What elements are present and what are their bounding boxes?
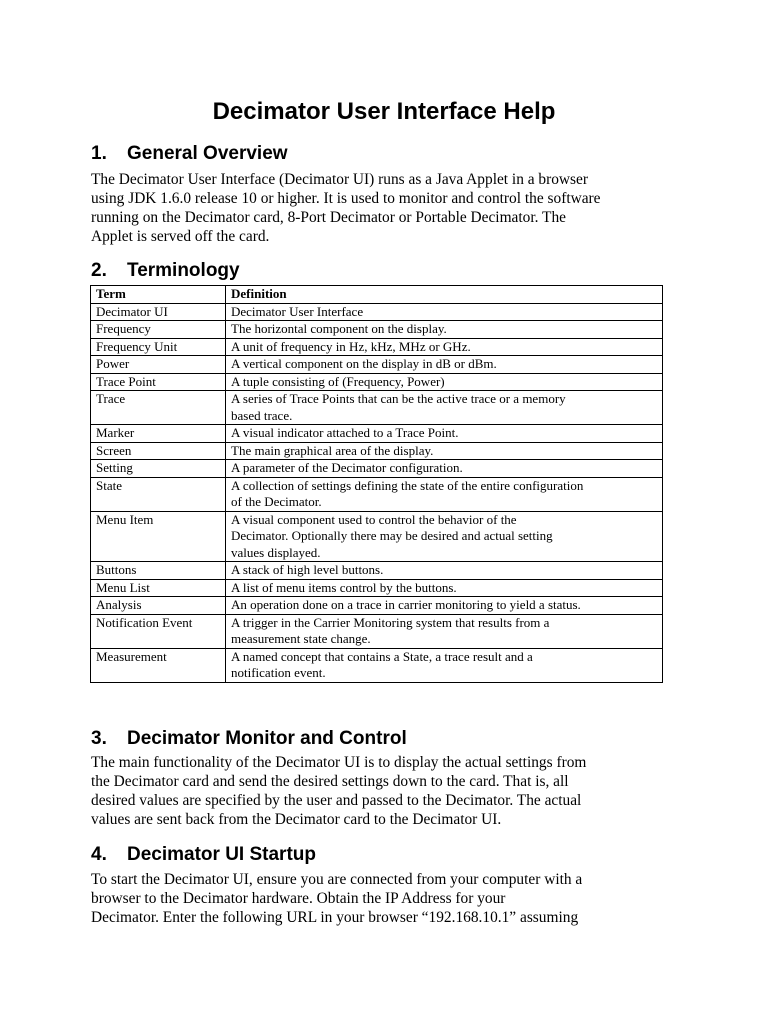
- paragraph-monitor-and-control: [91, 753, 681, 829]
- section-title: Decimator Monitor and Control: [127, 728, 407, 749]
- term-cell: Menu List: [91, 579, 226, 597]
- definition-line: A trigger in the Carrier Monitoring system that results from a: [231, 614, 550, 630]
- paragraph-general-overview: [91, 170, 681, 246]
- table-row: [91, 614, 663, 648]
- term-cell: Screen: [91, 442, 226, 460]
- paragraph-line: the Decimator card and send the desired settings down to the card. That is, all: [91, 773, 569, 790]
- definition-line: A series of Trace Points that can be the active trace or a memory: [231, 391, 566, 406]
- definition-cell: [226, 373, 663, 391]
- page-title: Decimator User Interface Help: [212, 98, 556, 125]
- definition-line: A list of menu items control by the buttons.: [231, 579, 457, 595]
- term-cell: Trace: [91, 391, 226, 425]
- definition-line: A collection of settings defining the state of the entire configuration: [231, 477, 584, 493]
- definition-line: Decimator. Optionally there may be desired and actual setting: [231, 528, 553, 543]
- section-title: General Overview: [127, 143, 288, 164]
- table-row: [91, 338, 663, 356]
- table-row: [91, 579, 663, 597]
- term-cell: Notification Event: [91, 614, 226, 648]
- table-row: [91, 460, 663, 478]
- term-cell: State: [91, 477, 226, 511]
- definition-cell: [226, 460, 663, 478]
- definition-line: A tuple consisting of (Frequency, Power): [231, 373, 445, 389]
- definition-line: A named concept that contains a State, a trace result and a: [231, 648, 533, 664]
- column-header-definition: Definition: [226, 286, 663, 304]
- table-row: [91, 391, 663, 425]
- term-cell: Buttons: [91, 562, 226, 580]
- table-row: [91, 425, 663, 443]
- definition-line: A parameter of the Decimator configuration.: [231, 460, 463, 475]
- table-row: [91, 442, 663, 460]
- term-cell: Frequency Unit: [91, 338, 226, 356]
- section-number: 4.: [91, 844, 107, 865]
- definition-line: An operation done on a trace in carrier monitoring to yield a status.: [231, 597, 581, 612]
- definition-line: based trace.: [231, 407, 293, 423]
- definition-cell: [226, 338, 663, 356]
- table-row: [91, 562, 663, 580]
- definition-cell: [226, 391, 663, 425]
- definition-cell: [226, 614, 663, 648]
- paragraph-line: using JDK 1.6.0 release 10 or higher. It is used to monitor and control the software: [91, 190, 601, 207]
- definition-cell: [226, 477, 663, 511]
- paragraph-line: desired values are specified by the user and passed to the Decimator. The actual: [91, 792, 582, 809]
- definition-line: measurement state change.: [231, 631, 371, 646]
- table-header-row: [91, 286, 663, 304]
- definition-cell: [226, 511, 663, 562]
- table-row: [91, 303, 663, 321]
- term-cell: Menu Item: [91, 511, 226, 562]
- table-row: [91, 511, 663, 562]
- definition-line: values displayed.: [231, 544, 321, 560]
- term-cell: Marker: [91, 425, 226, 443]
- definition-cell: [226, 648, 663, 682]
- definition-line: A unit of frequency in Hz, kHz, MHz or GHz.: [231, 338, 471, 354]
- definition-cell: [226, 303, 663, 321]
- paragraph-line: To start the Decimator UI, ensure you are connected from your computer with a: [91, 871, 583, 888]
- paragraph-line: running on the Decimator card, 8-Port Decimator or Portable Decimator. The: [91, 209, 566, 226]
- section-heading-monitor-and-control: [91, 728, 407, 750]
- term-cell: Measurement: [91, 648, 226, 682]
- term-cell: Trace Point: [91, 373, 226, 391]
- paragraph-ui-startup: [91, 870, 681, 927]
- definition-line: The main graphical area of the display.: [231, 442, 434, 458]
- term-cell: Frequency: [91, 321, 226, 339]
- definition-line: Decimator User Interface: [231, 303, 364, 319]
- definition-line: The horizontal component on the display.: [231, 321, 447, 336]
- table-row: [91, 321, 663, 339]
- table-row: [91, 648, 663, 682]
- table-row: [91, 373, 663, 391]
- table-row: [91, 477, 663, 511]
- definition-cell: [226, 425, 663, 443]
- section-number: 2.: [91, 260, 107, 281]
- definition-cell: [226, 597, 663, 615]
- definition-cell: [226, 562, 663, 580]
- paragraph-line: Decimator. Enter the following URL in your browser “192.168.10.1” assuming: [91, 909, 579, 926]
- column-header-term: Term: [91, 286, 226, 304]
- section-title: Decimator UI Startup: [127, 844, 316, 865]
- definition-line: A stack of high level buttons.: [231, 562, 384, 577]
- definition-line: A visual component used to control the behavior of the: [231, 511, 517, 527]
- definition-cell: [226, 579, 663, 597]
- section-heading-general-overview: [91, 143, 288, 165]
- definition-cell: [226, 321, 663, 339]
- section-heading-terminology: [91, 260, 240, 282]
- definition-line: A vertical component on the display in dB or dBm.: [231, 356, 497, 371]
- terminology-table: [90, 285, 663, 683]
- term-cell: Setting: [91, 460, 226, 478]
- section-number: 3.: [91, 728, 107, 749]
- term-cell: Power: [91, 356, 226, 374]
- table-row: [91, 597, 663, 615]
- definition-line: notification event.: [231, 665, 326, 680]
- definition-line: A visual indicator attached to a Trace Point.: [231, 425, 459, 440]
- definition-line: of the Decimator.: [231, 494, 322, 509]
- paragraph-line: Applet is served off the card.: [91, 228, 270, 245]
- paragraph-line: values are sent back from the Decimator card to the Decimator UI.: [91, 811, 502, 828]
- term-cell: Decimator UI: [91, 303, 226, 321]
- terminology-table-body: [91, 303, 663, 682]
- table-row: [91, 356, 663, 374]
- paragraph-line: The main functionality of the Decimator UI is to display the actual settings from: [91, 754, 587, 771]
- definition-cell: [226, 442, 663, 460]
- section-number: 1.: [91, 143, 107, 164]
- definition-cell: [226, 356, 663, 374]
- section-title: Terminology: [127, 260, 240, 281]
- section-heading-ui-startup: [91, 844, 316, 866]
- paragraph-line: The Decimator User Interface (Decimator UI) runs as a Java Applet in a browser: [91, 171, 588, 188]
- term-cell: Analysis: [91, 597, 226, 615]
- paragraph-line: browser to the Decimator hardware. Obtain the IP Address for your: [91, 890, 506, 907]
